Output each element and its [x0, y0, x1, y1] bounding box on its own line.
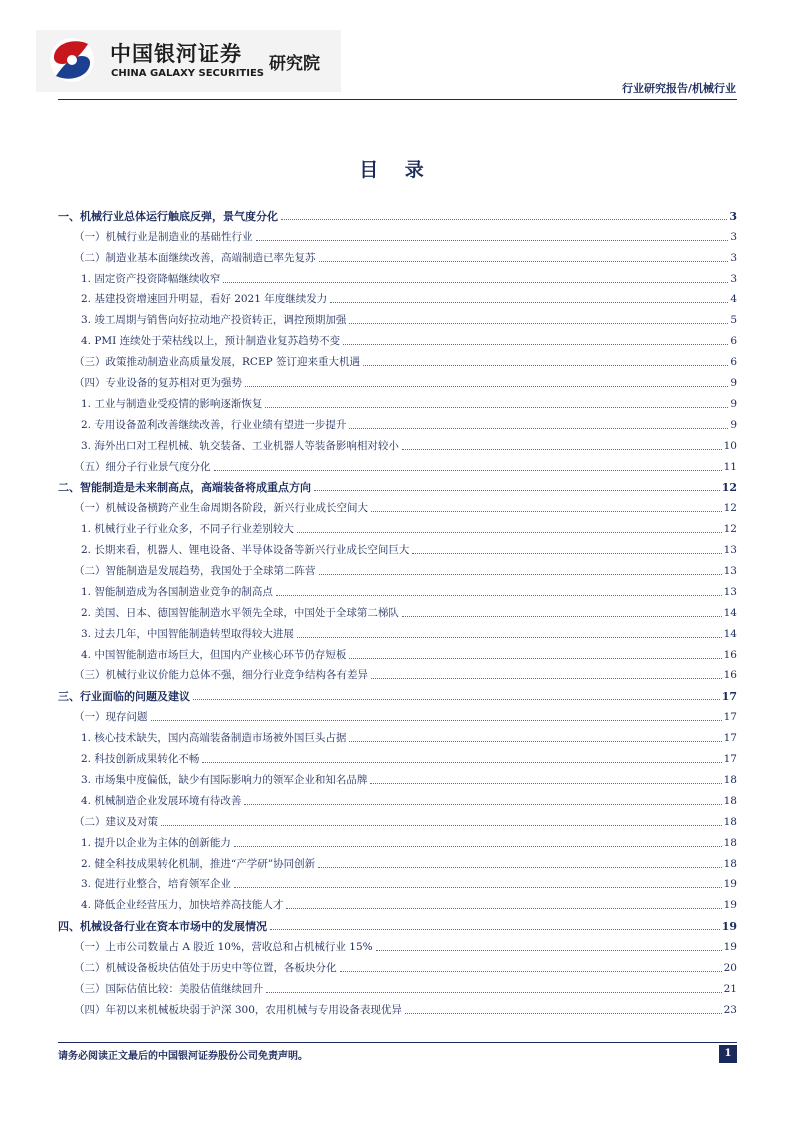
toc-entry-page: 17: [721, 690, 737, 704]
toc-entry[interactable]: [58, 515, 737, 536]
toc-entry-title: 2. 健全科技成果转化机制，推进“产学研”协同创新: [81, 857, 316, 870]
toc-leader-dots: [376, 950, 722, 951]
toc-entry-page: 3: [730, 230, 737, 243]
toc-entry[interactable]: [58, 933, 737, 954]
toc-leader-dots: [349, 741, 721, 742]
toc-leader-dots: [234, 846, 722, 847]
toc-entry-title: 3. 市场集中度偏低，缺少有国际影响力的领军企业和知名品牌: [81, 773, 368, 786]
company-logo: [36, 30, 341, 92]
logo-english-name: CHINA GALAXY SECURITIES: [111, 68, 264, 79]
toc-leader-dots: [319, 261, 729, 262]
footer-divider: [58, 1042, 737, 1043]
toc-leader-dots: [202, 762, 721, 763]
toc-leader-dots: [349, 428, 728, 429]
toc-entry-title: 一、机械行业总体运行触底反弹，景气度分化: [58, 209, 278, 223]
toc-entry-title: （一）现存问题: [74, 711, 148, 724]
toc-entry[interactable]: [58, 578, 737, 599]
toc-entry[interactable]: [58, 682, 737, 703]
toc-entry-title: 2. 基建投资增速回升明显，看好 2021 年度继续发力: [81, 293, 328, 306]
toc-leader-dots: [340, 971, 722, 972]
table-of-contents: [58, 202, 737, 1017]
toc-entry-page: 13: [723, 585, 737, 598]
toc-entry[interactable]: [58, 787, 737, 808]
toc-leader-dots: [371, 511, 722, 512]
toc-entry-page: 14: [723, 606, 737, 619]
toc-entry-page: 19: [723, 899, 737, 912]
toc-entry-page: 19: [723, 878, 737, 891]
toc-leader-dots: [330, 302, 728, 303]
toc-leader-dots: [412, 553, 721, 554]
toc-entry-title: 四、机械设备行业在资本市场中的发展情况: [58, 920, 267, 934]
toc-entry[interactable]: [58, 223, 737, 244]
toc-entry[interactable]: [58, 745, 737, 766]
toc-leader-dots: [371, 678, 722, 679]
toc-entry-page: 20: [723, 961, 737, 974]
toc-leader-dots: [405, 1013, 722, 1014]
toc-entry[interactable]: [58, 411, 737, 432]
toc-entry[interactable]: [58, 369, 737, 390]
toc-entry[interactable]: [58, 202, 737, 223]
toc-entry-page: 12: [721, 481, 737, 495]
toc-leader-dots: [223, 282, 728, 283]
toc-leader-dots: [286, 908, 721, 909]
toc-entry-page: 12: [723, 523, 737, 536]
toc-entry-title: （三）政策推动制造业高质量发展，RCEP 签订迎来重大机遇: [74, 356, 361, 369]
toc-entry-title: （二）智能制造是发展趋势，我国处于全球第二阵营: [74, 565, 316, 578]
toc-entry[interactable]: [58, 662, 737, 683]
toc-entry-title: （四）专业设备的复苏相对更为强势: [74, 377, 242, 390]
toc-entry[interactable]: [58, 766, 737, 787]
toc-entry[interactable]: [58, 891, 737, 912]
page-number: 1: [719, 1045, 737, 1063]
toc-leader-dots: [349, 658, 721, 659]
toc-entry-page: 18: [723, 836, 737, 849]
toc-entry[interactable]: [58, 432, 737, 453]
toc-entry[interactable]: [58, 348, 737, 369]
toc-entry-page: 3: [730, 272, 737, 285]
toc-leader-dots: [318, 867, 722, 868]
toc-entry-title: （一）上市公司数量占 A 股近 10%，营收总和占机械行业 15%: [74, 941, 373, 954]
toc-entry[interactable]: [58, 703, 737, 724]
toc-entry-title: 3. 竣工周期与销售向好拉动地产投资转正，调控预期加强: [81, 314, 347, 327]
toc-entry-title: （一）机械行业是制造业的基础性行业: [74, 230, 253, 243]
toc-entry-title: 4. 机械制造企业发展环境有待改善: [81, 794, 242, 807]
toc-leader-dots: [244, 804, 721, 805]
toc-entry-page: 16: [723, 648, 737, 661]
toc-leader-dots: [276, 595, 722, 596]
toc-entry-title: 2. 科技创新成果转化不畅: [81, 753, 200, 766]
toc-entry-title: （二）制造业基本面继续改善，高端制造已率先复苏: [74, 251, 316, 264]
toc-entry[interactable]: [58, 390, 737, 411]
toc-entry-title: （三）机械行业议价能力总体不强，细分行业竞争结构各有差异: [74, 669, 368, 682]
toc-entry-title: 4. PMI 连续处于荣枯线以上，预计制造业复苏趋势不变: [81, 335, 341, 348]
page-header: [0, 0, 793, 102]
toc-entry-page: 16: [723, 669, 737, 682]
toc-entry-page: 3: [729, 209, 737, 223]
toc-entry[interactable]: [58, 306, 737, 327]
toc-entry-page: 6: [730, 335, 737, 348]
galaxy-logo-icon: [48, 36, 96, 84]
toc-entry[interactable]: [58, 453, 737, 474]
toc-entry-title: （三）国际估值比较：美股估值继续回升: [74, 982, 263, 995]
logo-institute: 研究院: [269, 54, 320, 74]
toc-entry-page: 21: [723, 982, 737, 995]
toc-entry[interactable]: [58, 724, 737, 745]
toc-entry-page: 6: [730, 356, 737, 369]
toc-entry-title: 1. 智能制造成为各国制造业竞争的制高点: [81, 585, 273, 598]
toc-leader-dots: [245, 386, 728, 387]
toc-entry-title: 3. 海外出口对工程机械、轨交装备、工业机器人等装备影响相对较小: [81, 439, 399, 452]
toc-entry-page: 19: [721, 920, 737, 934]
toc-entry-title: （四）年初以来机械板块弱于沪深 300，农用机械与专用设备表现优异: [74, 1003, 402, 1016]
toc-entry[interactable]: [58, 327, 737, 348]
toc-entry-page: 3: [730, 251, 737, 264]
toc-entry[interactable]: [58, 871, 737, 892]
toc-leader-dots: [151, 720, 722, 721]
toc-leader-dots: [349, 323, 728, 324]
toc-entry-page: 10: [723, 439, 737, 452]
footer-disclaimer: 请务必阅读正文最后的中国银河证券股份公司免责声明。: [58, 1051, 308, 1062]
toc-leader-dots: [370, 783, 721, 784]
toc-entry-title: （五）细分子行业景气度分化: [74, 460, 211, 473]
toc-leader-dots: [256, 240, 729, 241]
toc-entry[interactable]: [58, 599, 737, 620]
toc-leader-dots: [234, 887, 722, 888]
logo-chinese-name: 中国银河证券: [110, 42, 242, 66]
toc-entry-page: 17: [723, 732, 737, 745]
toc-entry-title: 1. 固定资产投资降幅继续收窄: [81, 272, 221, 285]
toc-entry-page: 9: [730, 377, 737, 390]
toc-entry[interactable]: [58, 829, 737, 850]
toc-entry[interactable]: [58, 808, 737, 829]
toc-entry-page: 17: [723, 753, 737, 766]
toc-entry-title: 1. 核心技术缺失，国内高端装备制造市场被外国巨头占据: [81, 732, 347, 745]
toc-leader-dots: [343, 344, 728, 345]
toc-leader-dots: [161, 825, 722, 826]
toc-leader-dots: [402, 449, 722, 450]
toc-entry-title: （二）机械设备板块估值处于历史中等位置，各板块分化: [74, 961, 337, 974]
toc-entry[interactable]: [58, 975, 737, 996]
toc-entry-page: 18: [723, 857, 737, 870]
toc-entry-title: 二、智能制造是未来制高点，高端装备将成重点方向: [58, 481, 311, 495]
toc-entry-title: 2. 专用设备盈利改善继续改善，行业业绩有望进一步提升: [81, 418, 347, 431]
toc-leader-dots: [314, 490, 720, 491]
toc-entry[interactable]: [58, 286, 737, 307]
toc-entry[interactable]: [58, 536, 737, 557]
toc-entry-title: 1. 提升以企业为主体的创新能力: [81, 836, 231, 849]
toc-entry[interactable]: [58, 850, 737, 871]
toc-entry-page: 18: [723, 815, 737, 828]
toc-entry-title: 4. 中国智能制造市场巨大，但国内产业核心环节仍存短板: [81, 648, 347, 661]
toc-entry[interactable]: [58, 557, 737, 578]
toc-entry-title: 2. 美国、日本、德国智能制造水平领先全球，中国处于全球第二梯队: [81, 606, 399, 619]
toc-leader-dots: [265, 407, 728, 408]
toc-entry-page: 9: [730, 397, 737, 410]
toc-leader-dots: [214, 470, 722, 471]
toc-entry-title: （一）机械设备横跨产业生命周期各阶段，新兴行业成长空间大: [74, 502, 368, 515]
toc-entry[interactable]: [58, 996, 737, 1017]
toc-leader-dots: [281, 219, 727, 220]
report-category: 行业研究报告/机械行业: [621, 82, 736, 95]
toc-entry[interactable]: [58, 954, 737, 975]
toc-entry[interactable]: [58, 494, 737, 515]
toc-leader-dots: [363, 365, 728, 366]
toc-entry-page: 13: [723, 544, 737, 557]
toc-entry[interactable]: [58, 265, 737, 286]
header-divider: [58, 99, 737, 100]
toc-entry-title: 三、行业面临的问题及建议: [58, 690, 190, 704]
toc-entry-title: 3. 促进行业整合，培育领军企业: [81, 878, 231, 891]
toc-entry[interactable]: [58, 620, 737, 641]
page-title: 目 录: [359, 159, 434, 181]
toc-entry-page: 19: [723, 941, 737, 954]
toc-entry-page: 18: [723, 794, 737, 807]
toc-leader-dots: [193, 699, 720, 700]
toc-entry-page: 5: [730, 314, 737, 327]
toc-leader-dots: [402, 616, 722, 617]
toc-leader-dots: [297, 532, 722, 533]
toc-entry-title: （二）建议及对策: [74, 815, 158, 828]
toc-entry[interactable]: [58, 244, 737, 265]
toc-entry-title: 2. 长期来看，机器人、锂电设备、半导体设备等新兴行业成长空间巨大: [81, 544, 410, 557]
toc-entry-title: 1. 工业与制造业受疫情的影响逐渐恢复: [81, 397, 263, 410]
toc-entry-page: 23: [723, 1003, 737, 1016]
toc-entry-page: 4: [730, 293, 737, 306]
toc-entry-title: 1. 机械行业子行业众多，不同子行业差别较大: [81, 523, 294, 536]
toc-entry-page: 13: [723, 565, 737, 578]
toc-entry[interactable]: [58, 474, 737, 495]
toc-entry-title: 4. 降低企业经营压力，加快培养高技能人才: [81, 899, 284, 912]
toc-entry-page: 18: [723, 773, 737, 786]
toc-entry-title: 3. 过去几年，中国智能制造转型取得较大进展: [81, 627, 294, 640]
toc-leader-dots: [319, 574, 722, 575]
toc-leader-dots: [266, 992, 722, 993]
toc-entry[interactable]: [58, 912, 737, 933]
toc-entry-page: 9: [730, 418, 737, 431]
toc-entry[interactable]: [58, 641, 737, 662]
toc-entry-page: 12: [723, 502, 737, 515]
toc-entry-page: 17: [723, 711, 737, 724]
toc-leader-dots: [297, 637, 722, 638]
toc-leader-dots: [270, 929, 720, 930]
toc-entry-page: 14: [723, 627, 737, 640]
toc-entry-page: 11: [723, 460, 737, 473]
